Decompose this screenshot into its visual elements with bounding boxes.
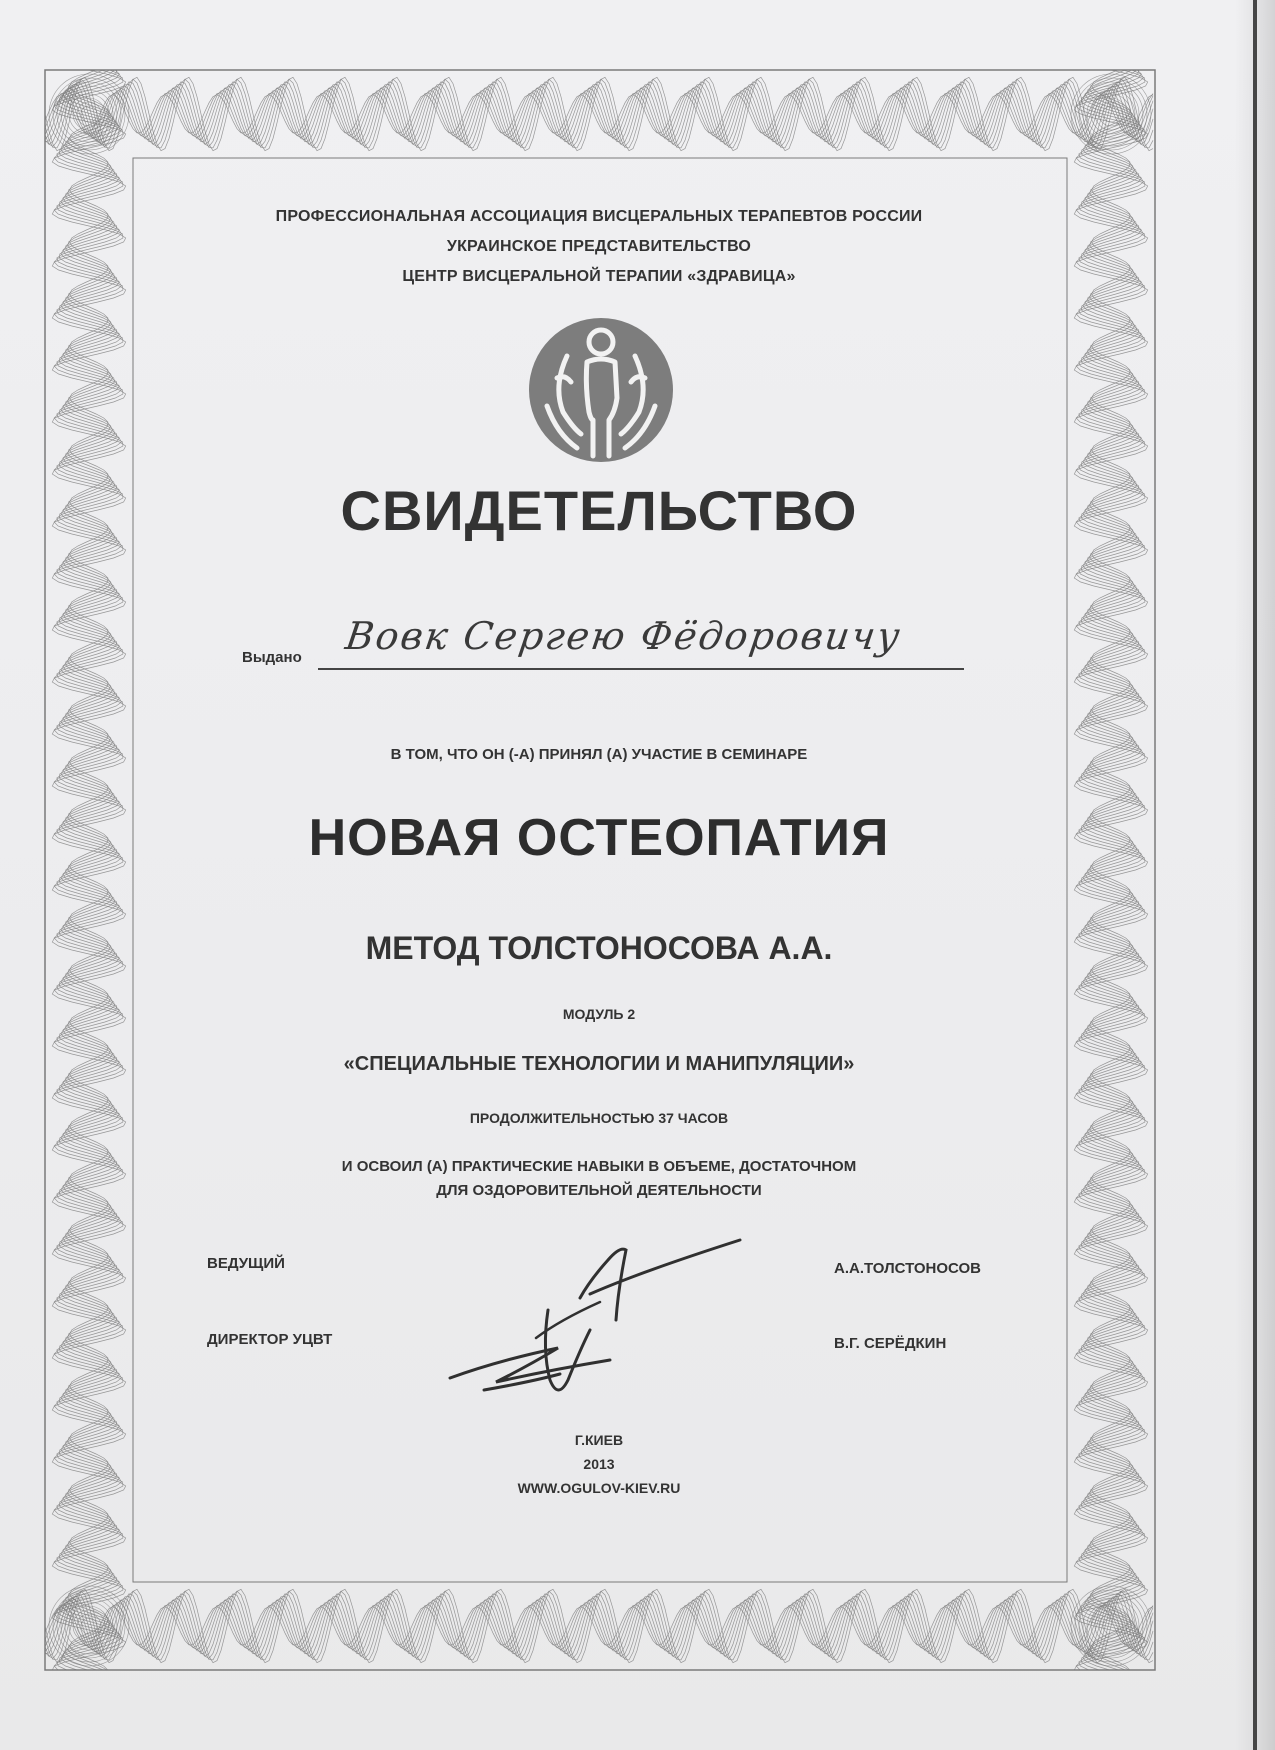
issued-underline xyxy=(318,668,964,670)
header-line-3: ЦЕНТР ВИСЦЕРАЛЬНОЙ ТЕРАПИИ «ЗДРАВИЦА» xyxy=(402,268,796,285)
seminar-title: НОВАЯ ОСТЕОПАТИЯ xyxy=(308,809,890,867)
footer-city: Г.КИЕВ xyxy=(574,1432,624,1448)
lead-name: А.А.ТОЛСТОНОСОВ xyxy=(834,1260,981,1277)
participation-statement: В ТОМ, ЧТО ОН (-А) ПРИНЯЛ (А) УЧАСТИЕ В СЕМИНАРЕ xyxy=(390,746,808,763)
skills-line-2: ДЛЯ ОЗДОРОВИТЕЛЬНОЙ ДЕЯТЕЛЬНОСТИ xyxy=(436,1182,762,1199)
handwritten-signature xyxy=(440,1210,770,1420)
lead-role: ВЕДУЩИЙ xyxy=(207,1255,285,1272)
person-in-hands-logo-icon xyxy=(527,316,675,464)
seminar-topic: «СПЕЦИАЛЬНЫЕ ТЕХНОЛОГИИ И МАНИПУЛЯЦИИ» xyxy=(343,1053,855,1075)
director-role: ДИРЕКТОР УЦВТ xyxy=(207,1331,333,1348)
director-name: В.Г. СЕРЁДКИН xyxy=(834,1335,947,1352)
footer-year: 2013 xyxy=(583,1456,615,1472)
footer-website: WWW.OGULOV-KIEV.RU xyxy=(517,1480,681,1496)
certificate-title: СВИДЕТЕЛЬСТВО xyxy=(340,479,858,542)
seminar-method: МЕТОД ТОЛСТОНОСОВА А.А. xyxy=(365,930,833,966)
seminar-duration: ПРОДОЛЖИТЕЛЬНОСТЬЮ 37 ЧАСОВ xyxy=(469,1110,729,1126)
issued-name-handwritten: Вовк Сергею Фёдоровичу xyxy=(342,614,905,658)
seminar-module: МОДУЛЬ 2 xyxy=(562,1006,636,1022)
skills-line-1: И ОСВОИЛ (А) ПРАКТИЧЕСКИЕ НАВЫКИ В ОБЪЕМЕ, ДОСТАТОЧНОМ xyxy=(341,1158,857,1175)
issued-label: Выдано xyxy=(242,649,302,666)
header-line-2: УКРАИНСКОЕ ПРЕДСТАВИТЕЛЬСТВО xyxy=(446,238,752,255)
header-line-1: ПРОФЕССИОНАЛЬНАЯ АССОЦИАЦИЯ ВИСЦЕРАЛЬНЫХ ТЕРАПЕВТОВ РОССИИ xyxy=(275,208,923,225)
